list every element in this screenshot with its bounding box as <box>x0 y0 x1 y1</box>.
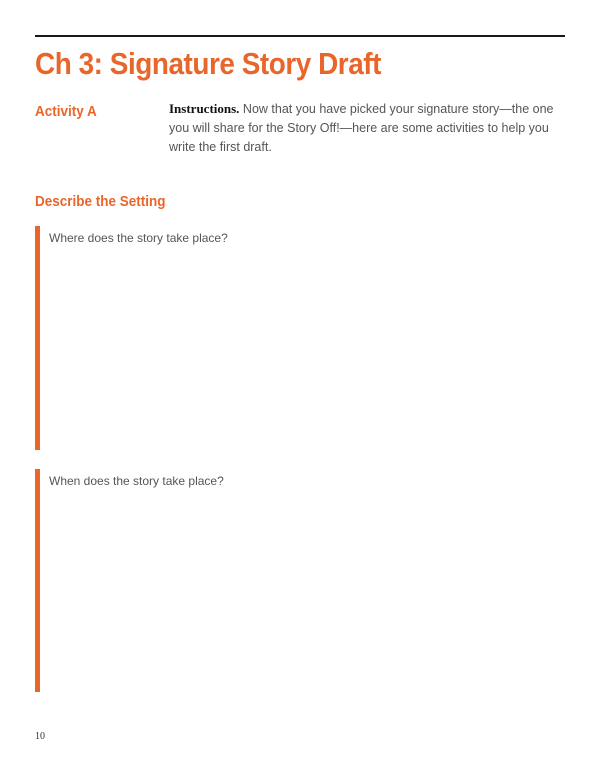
section-heading: Describe the Setting <box>35 193 166 210</box>
writing-area-when[interactable] <box>35 469 570 692</box>
instructions-lead: Instructions. <box>169 101 240 116</box>
instructions-body: Now that you have picked your signature story—the one you will share for the Story Off!—here are some activities to help you write the first draft. <box>169 102 554 154</box>
activity-label: Activity A <box>35 103 97 120</box>
writing-area-where[interactable] <box>35 226 570 450</box>
prompt-when: When does the story take place? <box>49 474 224 488</box>
page-number: 10 <box>35 731 45 742</box>
instructions-paragraph <box>169 99 554 157</box>
page-title: Ch 3: Signature Story Draft <box>35 46 381 81</box>
prompt-where: Where does the story take place? <box>49 231 228 245</box>
top-rule <box>35 35 565 37</box>
